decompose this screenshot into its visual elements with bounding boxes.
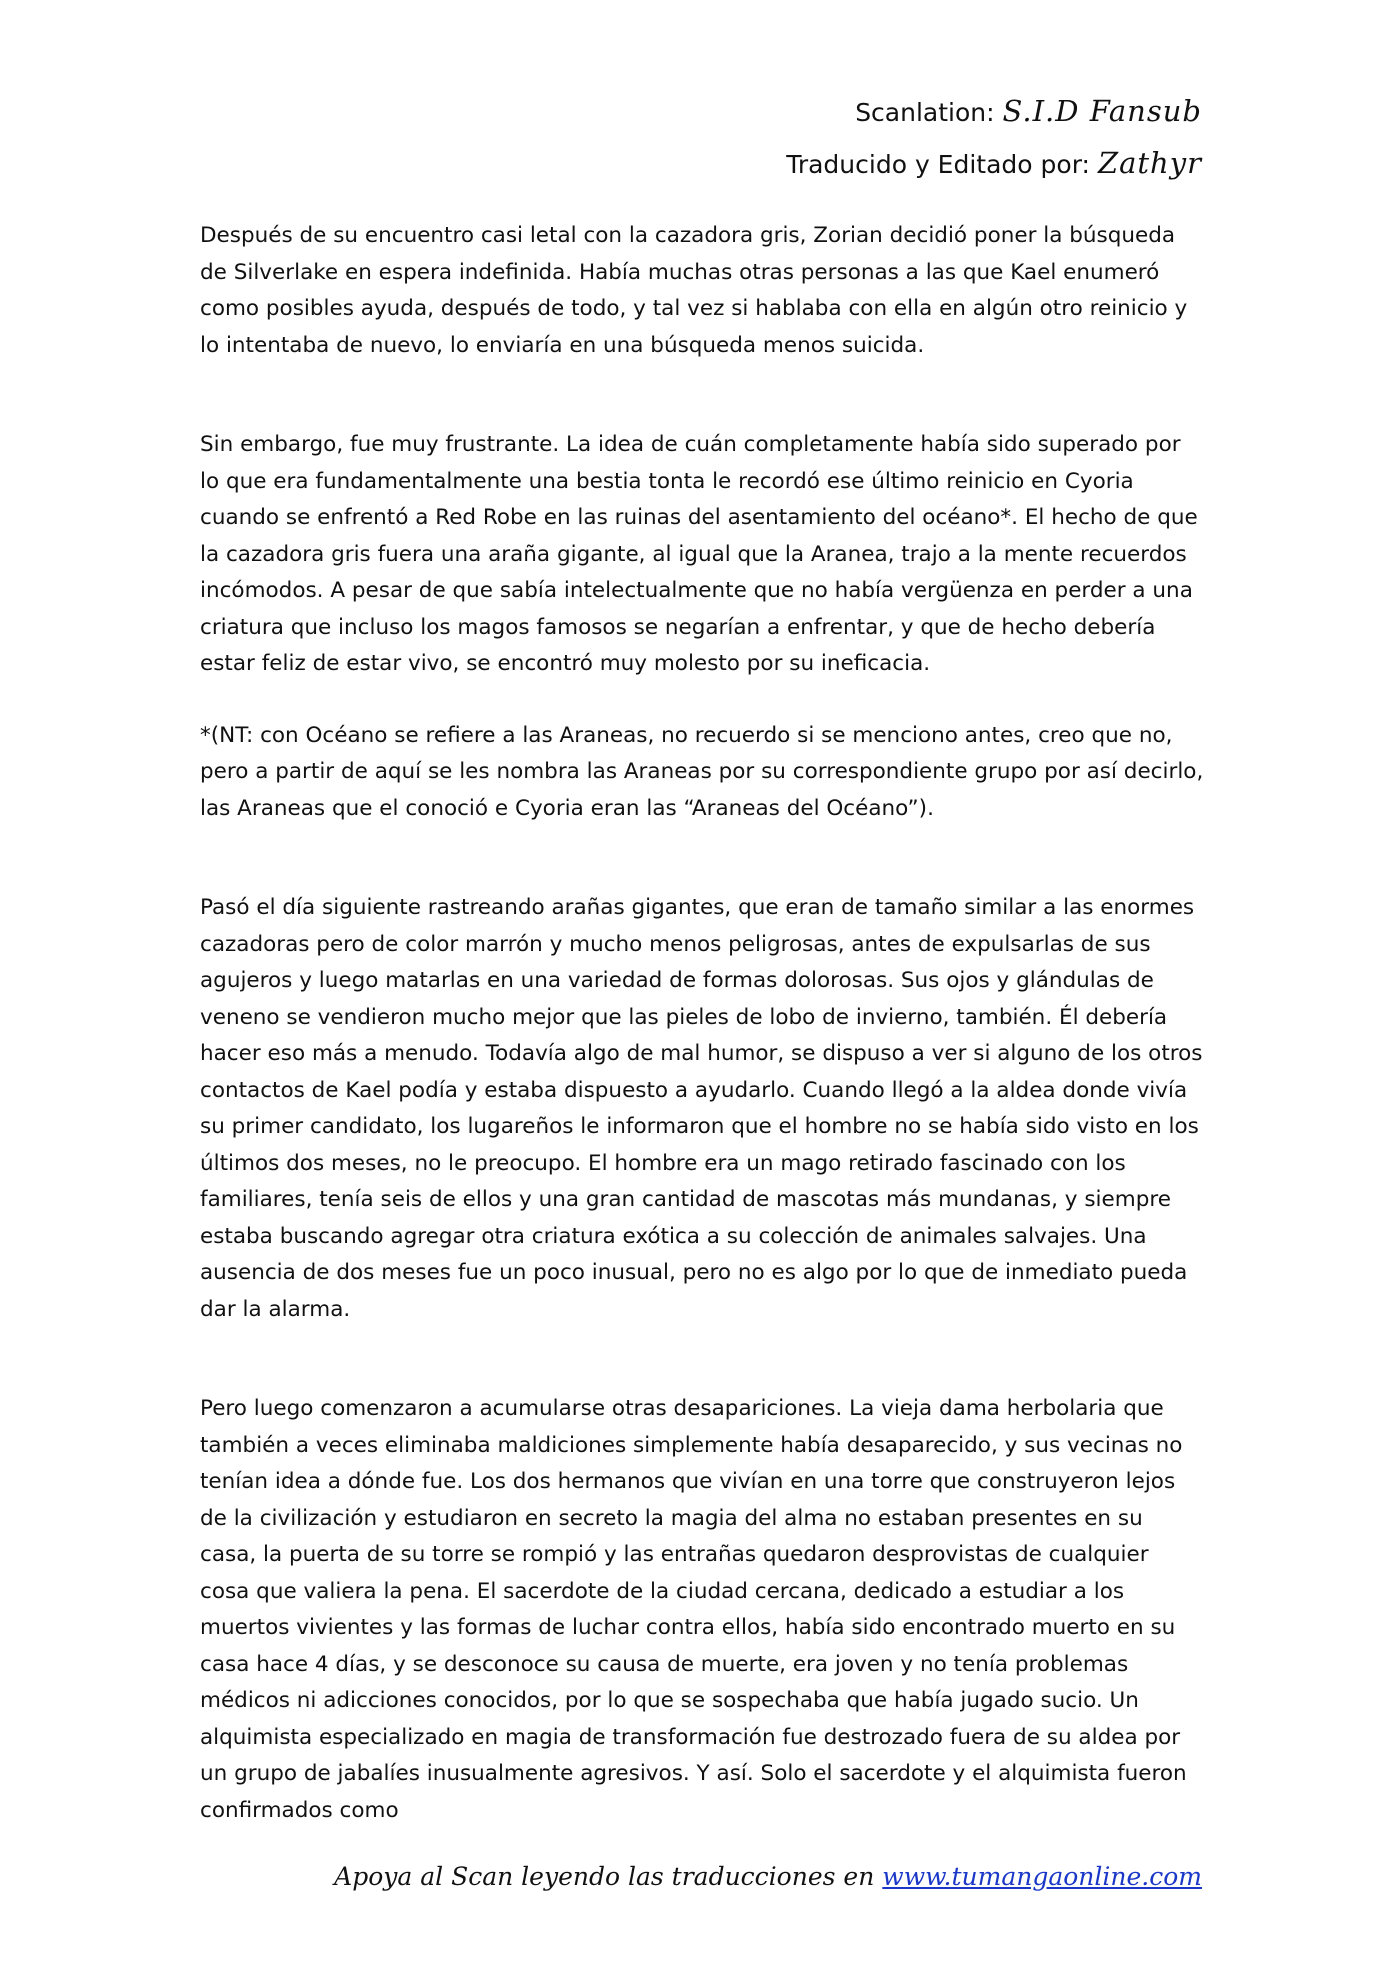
document-body [200, 218, 1204, 1829]
paragraph-1: Después de su encuentro casi letal con la cazadora gris, Zorian decidió poner la búsqueda de Silverlake en espera indefinida. Había muchas otras personas a las que Kael enumeró como posibles ayuda, después de todo, y tal vez si hablaba con ella en algún otro reinicio y lo intentaba de nuevo, lo enviaría en una búsqueda menos suicida. [200, 223, 1188, 358]
translator-label: Traducido y Editado por: [786, 150, 1090, 179]
scanlation-group-name: S.I.D Fansub [1002, 94, 1202, 128]
translator-note: *(NT: con Océano se refiere a las Araneas, no recuerdo si se menciono antes, creo que no, pero a partir de aquí se les nombra las Araneas por su correspondiente grupo por así decirlo, las Araneas que el conoció e Cyoria eran las “Araneas del Océano”). [200, 722, 1204, 821]
paragraph-3: Pasó el día siguiente rastreando arañas gigantes, que eran de tamaño similar a las enormes cazadoras pero de color marrón y mucho menos peligrosas, antes de expulsarlas de sus agujeros y luego matarlas en una variedad de formas dolorosas. Sus ojos y glándulas de veneno se vendieron mucho mejor que las pieles de lobo de invierno, también. Él debería hacer eso más a menudo. Todavía algo de mal humor, se dispuso a ver si alguno de los otros contactos de Kael podía y estaba dispuesto a ayudarlo. Cuando llegó a la aldea donde vivía su primer candidato, los lugareños le informaron que el hombre no se había sido visto en los últimos dos meses, no le preocupo. El hombre era un mago retirado fascinado con los familiares, tenía seis de ellos y una gran cantidad de mascotas más mundanas, y siempre estaba buscando agregar otra criatura exótica a su colección de animales salvajes. Una ausencia de dos meses fue un poco inusual, pero no es algo por lo que de inmediato pueda dar la alarma. [200, 895, 1203, 1322]
paragraph-2: Sin embargo, fue muy frustrante. La idea de cuán completamente había sido superado por lo que era fundamentalmente una bestia tonta le recordó ese último reinicio en Cyoria cuando se enfrentó a Red Robe en las ruinas del asentamiento del océano*. El hecho de que la cazadora gris fuera una araña gigante, al igual que la Aranea, trajo a la mente recuerdos incómodos. A pesar de que sabía intelectualmente que no había vergüenza en perder a una criatura que incluso los magos famosos se negarían a enfrentar, y que de hecho debería estar feliz de estar vivo, se encontró muy molesto por su ineficacia. [200, 432, 1198, 676]
scanlation-credit [786, 86, 1202, 138]
page-header [786, 86, 1202, 190]
footer-text: Apoya al Scan leyendo las traducciones en [334, 1862, 875, 1891]
translator-credit [786, 138, 1202, 190]
paragraph-4: Pero luego comenzaron a acumularse otras desapariciones. La vieja dama herbolaria que también a veces eliminaba maldiciones simplemente había desaparecido, y sus vecinas no tenían idea a dónde fue. Los dos hermanos que vivían en una torre que construyeron lejos de la civilización y estudiaron en secreto la magia del alma no estaban presentes en su casa, la puerta de su torre se rompió y las entrañas quedaron desprovistas de cualquier cosa que valiera la pena. El sacerdote de la ciudad cercana, dedicado a estudiar a los muertos vivientes y las formas de luchar contra ellos, había sido encontrado muerto en su casa hace 4 días, y se desconoce su causa de muerte, era joven y no tenía problemas médicos ni adicciones conocidos, por lo que se sospechaba que había jugado sucio. Un alquimista especializado en magia de transformación fue destrozado fuera de su aldea por un grupo de jabalíes inusualmente agresivos. Y así. Solo el sacerdote y el alquimista fueron confirmados como [200, 1396, 1187, 1823]
footer-link[interactable]: www.tumangaonline.com [882, 1862, 1202, 1891]
translator-name: Zathyr [1097, 146, 1202, 180]
page-footer [334, 1862, 1202, 1891]
scanlation-label: Scanlation: [855, 98, 995, 127]
